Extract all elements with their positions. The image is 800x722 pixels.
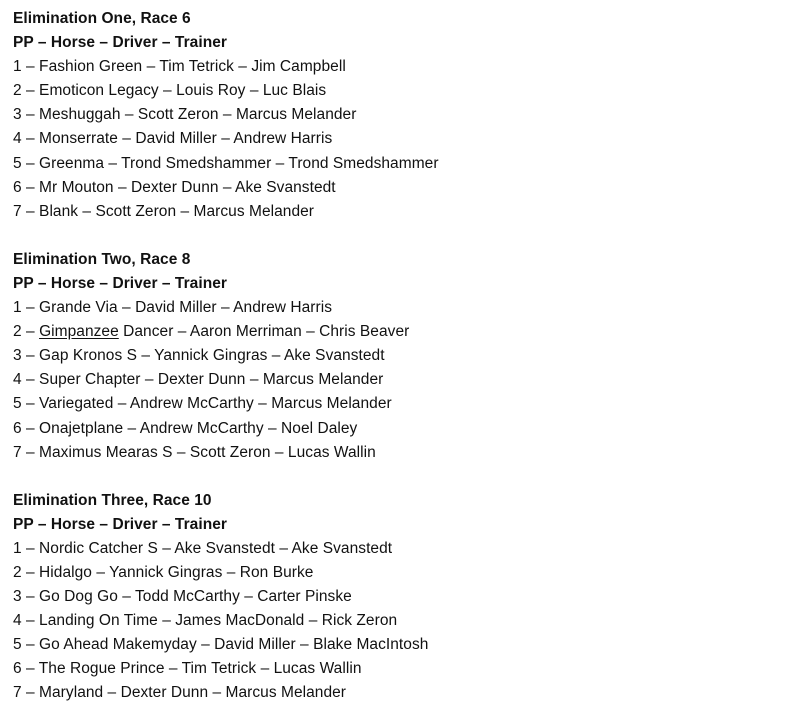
entry-row: 2 – Emoticon Legacy – Louis Roy – Luc Blais (13, 82, 327, 100)
entry-row: 4 – Monserrate – David Miller – Andrew Harris (13, 130, 333, 148)
column-header: PP – Horse – Driver – Trainer (13, 515, 227, 533)
entry-row: 1 – Grande Via – David Miller – Andrew Harris (13, 299, 332, 317)
entry-row: 1 – Nordic Catcher S – Ake Svanstedt – Ake Svanstedt (13, 539, 393, 557)
elimination-three-section (13, 489, 800, 706)
entry-row: 4 – Super Chapter – Dexter Dunn – Marcus Melander (13, 371, 384, 389)
entry-row: 3 – Gap Kronos S – Yannick Gingras – Ake Svanstedt (13, 347, 385, 365)
elimination-one-section (13, 7, 800, 224)
elimination-two-section (13, 248, 800, 465)
entry-row: 3 – Go Dog Go – Todd McCarthy – Carter Pinske (13, 588, 352, 606)
entry-row: 5 – Greenma – Trond Smedshammer – Trond Smedshammer (13, 154, 439, 172)
entry-prefix: 2 – (13, 323, 40, 341)
entry-row: 7 – Blank – Scott Zeron – Marcus Melander (13, 202, 314, 220)
section-title: Elimination Three, Race 10 (13, 491, 212, 509)
entry-row: 7 – Maryland – Dexter Dunn – Marcus Melander (13, 684, 347, 702)
entry-row: 2 – Hidalgo – Yannick Gingras – Ron Burke (13, 563, 314, 581)
entry-row: 5 – Go Ahead Makemyday – David Miller – Blake MacIntosh (13, 636, 429, 654)
entry-row: 6 – Mr Mouton – Dexter Dunn – Ake Svanstedt (13, 178, 336, 196)
column-header: PP – Horse – Driver – Trainer (13, 274, 227, 292)
entry-row: 4 – Landing On Time – James MacDonald – Rick Zeron (13, 612, 398, 630)
horse-name-link[interactable]: Gimpanzee (39, 323, 119, 341)
section-title: Elimination Two, Race 8 (13, 250, 191, 268)
column-header: PP – Horse – Driver – Trainer (13, 34, 227, 52)
entry-row: 1 – Fashion Green – Tim Tetrick – Jim Campbell (13, 58, 346, 76)
entry-row: 6 – The Rogue Prince – Tim Tetrick – Lucas Wallin (13, 660, 362, 678)
entry-row: 7 – Maximus Mearas S – Scott Zeron – Lucas Wallin (13, 443, 376, 461)
entry-row: 5 – Variegated – Andrew McCarthy – Marcus Melander (13, 395, 392, 413)
entry-row: 3 – Meshuggah – Scott Zeron – Marcus Melander (13, 106, 357, 124)
entry-row: 6 – Onajetplane – Andrew McCarthy – Noel Daley (13, 419, 358, 437)
section-title: Elimination One, Race 6 (13, 10, 191, 27)
entry-suffix: Dancer – Aaron Merriman – Chris Beaver (118, 323, 410, 341)
entry-row-with-link (13, 320, 800, 344)
